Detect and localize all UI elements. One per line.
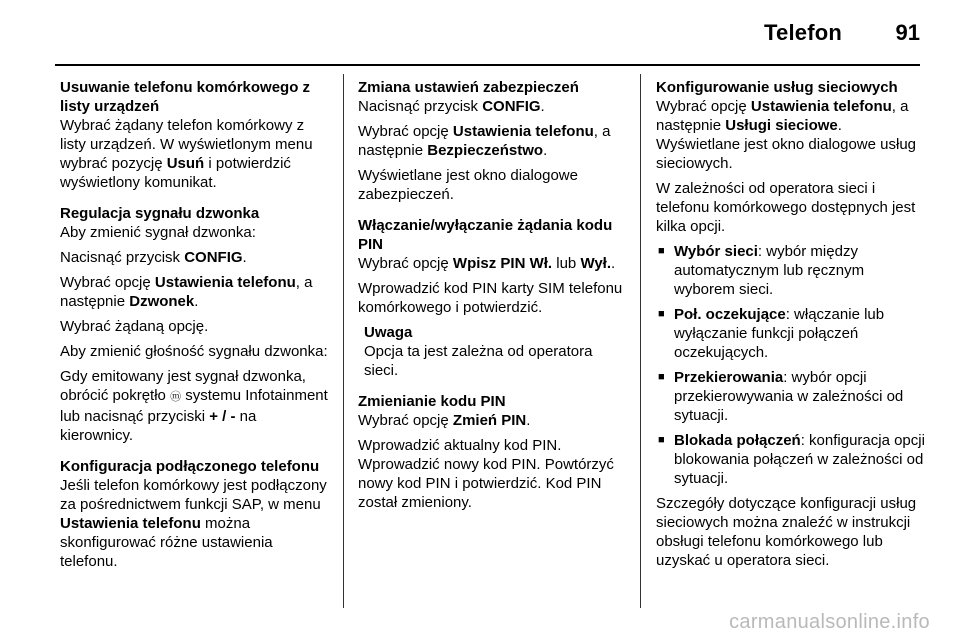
note-title: Uwaga bbox=[364, 324, 413, 341]
menu-term: Usuń bbox=[166, 155, 205, 172]
text: , a następnie bbox=[60, 274, 313, 310]
paragraph bbox=[358, 254, 626, 273]
menu-term: Ustawienia telefonu bbox=[60, 515, 201, 532]
note-text: Opcja ta jest zależna od operatora sieci. bbox=[364, 343, 593, 379]
text: Wybrać opcję bbox=[358, 123, 453, 140]
menu-term: Wybór sieci bbox=[674, 243, 758, 260]
list-item bbox=[656, 305, 926, 362]
paragraph bbox=[60, 248, 328, 267]
paragraph bbox=[358, 411, 626, 430]
text: Nacisnąć przycisk bbox=[358, 98, 483, 115]
section-heading: Konfigurowanie usług sieciowych bbox=[656, 79, 898, 96]
text: Gdy emitowany jest sygnał dzwonka, obrócić pokrętło bbox=[60, 368, 306, 404]
section-configure-phone bbox=[60, 457, 328, 571]
text: i potwierdzić wyświetlony komunikat. bbox=[60, 155, 291, 191]
text: Wybrać opcję bbox=[60, 274, 155, 291]
text: : wybór między automatycznym lub ręcznym wyborem sieci. bbox=[674, 243, 865, 298]
menu-term: Przekierowania bbox=[674, 369, 784, 386]
text: : wybór opcji przekierowywania w zależności od sytuacji. bbox=[674, 369, 904, 424]
list-item bbox=[656, 242, 926, 299]
column-divider-2 bbox=[640, 74, 641, 608]
text: : włączanie lub wyłączanie funkcji połączeń oczekujących. bbox=[674, 306, 885, 361]
text: , a następnie bbox=[358, 123, 611, 159]
header-rule bbox=[55, 64, 920, 66]
text: . bbox=[611, 255, 616, 272]
paragraph: Szczegóły dotyczące konfiguracji usług sieciowych można znaleźć w instrukcji obsługi telefonu komórkowego lub uzyskać u operatora sieci. bbox=[656, 495, 917, 569]
note-box bbox=[364, 323, 626, 380]
button-term: + / - bbox=[209, 408, 236, 425]
text: Wybrać żądany telefon komórkowy z listy urządzeń. W wyświetlonym menu wybrać pozycję bbox=[60, 117, 313, 172]
paragraph: Aby zmienić głośność sygnału dzwonka: bbox=[60, 343, 328, 360]
text: Nacisnąć przycisk bbox=[60, 249, 185, 266]
paragraph bbox=[60, 116, 328, 192]
paragraph: Aby zmienić sygnał dzwonka: bbox=[60, 224, 256, 241]
text: Jeśli telefon komórkowy jest podłączony za pośrednictwem funkcji SAP, w menu bbox=[60, 477, 327, 513]
section-heading: Usuwanie telefonu komórkowego z listy urządzeń bbox=[60, 79, 311, 115]
paragraph: Wprowadzić aktualny kod PIN. Wprowadzić nowy kod PIN. Powtórzyć nowy kod PIN i potwierdzić. Kod PIN został zmieniony. bbox=[358, 437, 614, 511]
column-divider-1 bbox=[343, 74, 344, 608]
paragraph: Wprowadzić kod PIN karty SIM telefonu komórkowego i potwierdzić. bbox=[358, 280, 623, 316]
text: lub bbox=[552, 255, 581, 272]
knob-icon: ⓜ bbox=[170, 391, 182, 403]
text: . bbox=[526, 412, 531, 429]
menu-term: Wył. bbox=[580, 255, 612, 272]
section-heading: Konfiguracja podłączonego telefonu bbox=[60, 458, 320, 475]
column-1 bbox=[60, 78, 328, 583]
section-pin-request bbox=[358, 216, 626, 380]
text: Wybrać opcję bbox=[358, 255, 453, 272]
page-title: Telefon bbox=[764, 20, 842, 45]
page-header bbox=[0, 0, 960, 50]
section-ringtone bbox=[60, 204, 328, 445]
section-heading: Zmiana ustawień zabezpieczeń bbox=[358, 79, 579, 96]
menu-term: Poł. oczekujące bbox=[674, 306, 786, 323]
paragraph bbox=[358, 122, 626, 160]
section-heading: Regulacja sygnału dzwonka bbox=[60, 205, 260, 222]
section-remove-phone bbox=[60, 78, 328, 192]
text: można skonfigurować różne ustawienia telefonu. bbox=[60, 515, 273, 570]
text: . bbox=[543, 142, 548, 159]
paragraph: Wybrać żądaną opcję. bbox=[60, 318, 209, 335]
menu-term: Ustawienia telefonu bbox=[154, 274, 296, 291]
paragraph bbox=[60, 273, 328, 311]
text: , a następnie bbox=[656, 98, 909, 134]
menu-term: Blokada połączeń bbox=[674, 432, 801, 449]
text: na kierownicy. bbox=[60, 408, 257, 444]
section-security bbox=[358, 78, 626, 204]
text: . Wyświetlane jest okno dialogowe usług sieciowych. bbox=[656, 117, 917, 172]
list-item bbox=[656, 368, 926, 425]
text: . bbox=[540, 98, 545, 115]
paragraph bbox=[358, 97, 626, 116]
text: Wybrać opcję bbox=[358, 412, 453, 429]
button-term: CONFIG bbox=[184, 249, 243, 266]
menu-term: Zmień PIN bbox=[452, 412, 527, 429]
paragraph bbox=[60, 367, 328, 445]
text: : konfiguracja opcji blokowania połączeń w zależności od sytuacji. bbox=[674, 432, 925, 487]
section-change-pin bbox=[358, 392, 626, 512]
button-term: CONFIG bbox=[482, 98, 541, 115]
section-network-services bbox=[656, 78, 926, 570]
page-number: 91 bbox=[895, 20, 920, 45]
bullet-list bbox=[656, 242, 926, 488]
menu-term: Bezpieczeństwo bbox=[427, 142, 544, 159]
list-item bbox=[656, 431, 926, 488]
menu-term: Dzwonek bbox=[129, 293, 195, 310]
column-3 bbox=[656, 78, 926, 582]
menu-term: Wpisz PIN Wł. bbox=[452, 255, 553, 272]
menu-term: Ustawienia telefonu bbox=[452, 123, 594, 140]
section-heading: Włączanie/wyłączanie żądania kodu PIN bbox=[358, 217, 613, 253]
paragraph bbox=[60, 476, 328, 571]
watermark: carmanualsonline.info bbox=[729, 611, 930, 633]
paragraph: Wyświetlane jest okno dialogowe zabezpieczeń. bbox=[358, 167, 578, 203]
menu-term: Usługi sieciowe bbox=[725, 117, 838, 134]
column-2 bbox=[358, 78, 626, 524]
menu-term: Ustawienia telefonu bbox=[750, 98, 892, 115]
text: Wybrać opcję bbox=[656, 98, 751, 115]
text: . bbox=[242, 249, 247, 266]
text: . bbox=[194, 293, 199, 310]
paragraph: W zależności od operatora sieci i telefonu komórkowego dostępnych jest kilka opcji. bbox=[656, 180, 916, 235]
paragraph bbox=[656, 97, 926, 173]
section-heading: Zmienianie kodu PIN bbox=[358, 393, 506, 410]
text: systemu Infotainment lub nacisnąć przyciski bbox=[60, 387, 328, 425]
